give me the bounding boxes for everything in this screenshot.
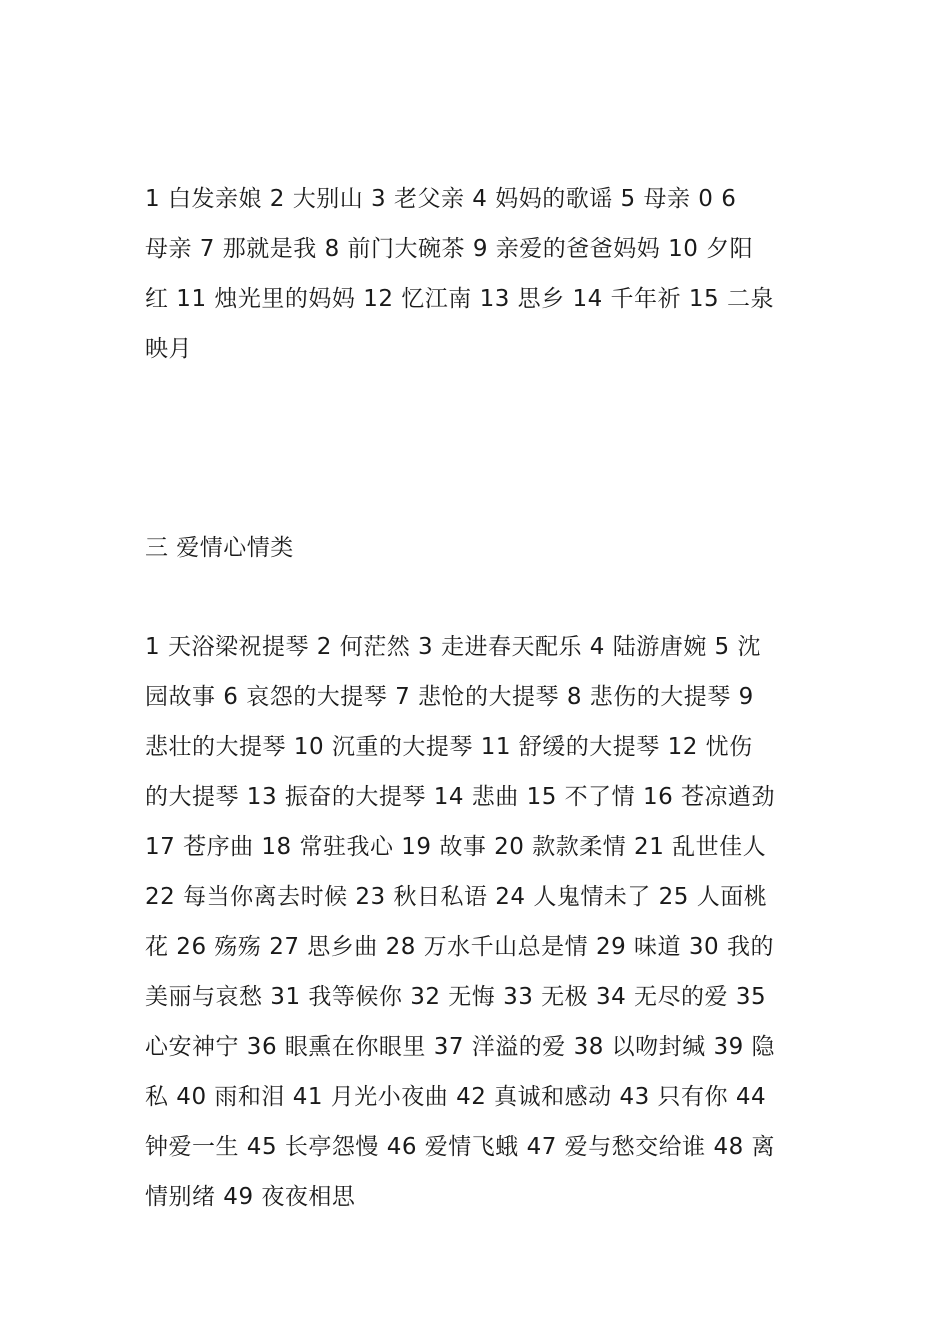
text-line: 钟爱一生 45 长亭怨慢 46 爱情飞蛾 47 爱与愁交给谁 48 离 [145, 1134, 776, 1160]
text-line: 美丽与哀愁 31 我等候你 32 无悔 33 无极 34 无尽的爱 35 [145, 984, 767, 1010]
text-line: 17 苍序曲 18 常驻我心 19 故事 20 款款柔情 21 乱世佳人 [145, 834, 767, 860]
text-line: 1 天浴梁祝提琴 2 何茫然 3 走进春天配乐 4 陆游唐婉 5 沈 [145, 634, 761, 660]
text-line: 的大提琴 13 振奋的大提琴 14 悲曲 15 不了情 16 苍凉遒劲 [145, 784, 776, 810]
text-line: 母亲 7 那就是我 8 前门大碗茶 9 亲爱的爸爸妈妈 10 夕阳 [145, 236, 754, 262]
text-line: 映月 [145, 336, 192, 362]
text-line: 心安神宁 36 眼熏在你眼里 37 洋溢的爱 38 以吻封缄 39 隐 [145, 1034, 776, 1060]
text-line: 悲壮的大提琴 10 沉重的大提琴 11 舒缓的大提琴 12 忧伤 [145, 734, 753, 760]
section-heading-text: 三 爱情心情类 [145, 535, 294, 561]
text-line: 1 白发亲娘 2 大别山 3 老父亲 4 妈妈的歌谣 5 母亲 0 6 [145, 186, 737, 212]
text-line: 22 每当你离去时候 23 秋日私语 24 人鬼情未了 25 人面桃 [145, 884, 768, 910]
text-line: 私 40 雨和泪 41 月光小夜曲 42 真诚和感动 43 只有你 44 [145, 1084, 767, 1110]
text-line: 红 11 烛光里的妈妈 12 忆江南 13 思乡 14 千年祈 15 二泉 [145, 286, 774, 312]
text-line: 情别绪 49 夜夜相思 [145, 1184, 356, 1210]
song-list-love [145, 622, 810, 1222]
text-line: 花 26 殇殇 27 思乡曲 28 万水千山总是情 29 味道 30 我的 [145, 934, 774, 960]
text-line: 园故事 6 哀怨的大提琴 7 悲怆的大提琴 8 悲伤的大提琴 9 [145, 684, 754, 710]
song-list-family [145, 174, 810, 374]
section-heading [145, 523, 810, 573]
